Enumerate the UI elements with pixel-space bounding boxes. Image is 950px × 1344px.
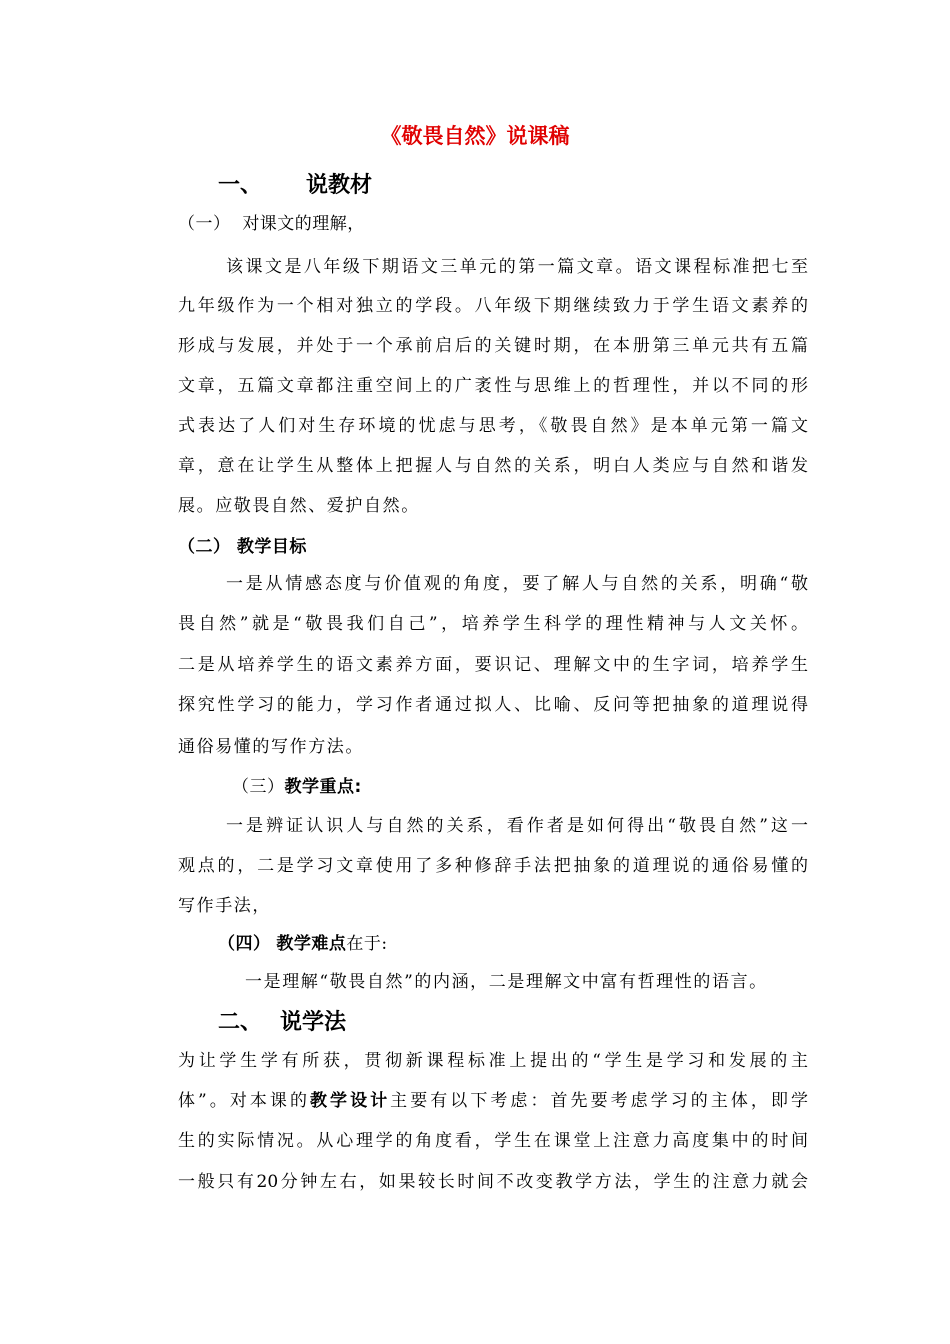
subheading-2 — [178, 535, 808, 559]
paragraph-line — [178, 1089, 808, 1113]
section-heading-2 — [218, 1008, 346, 1038]
section-number: 一、 — [218, 173, 263, 198]
paragraph-line: 一般只有20分钟左右，如果较长时间不改变教学方法，学生的注意力就会 — [178, 1172, 808, 1192]
paragraph-line: 一是从情感态度与价值观的角度，要了解人与自然的关系，明确“敬 — [226, 574, 808, 594]
subheading-number: （三） — [232, 777, 285, 797]
subheading-title: 教学重点: — [284, 777, 362, 797]
paragraph-line: 展。应敬畏自然、爱护自然。 — [178, 496, 420, 516]
paragraph-line: 式表达了人们对生存环境的忧虑与思考，《敬畏自然》是本单元第一篇文 — [178, 416, 808, 436]
paragraph-line: 该课文是八年级下期语文三单元的第一篇文章。语文课程标准把七至 — [226, 257, 808, 277]
section-title: 说学法 — [280, 1010, 347, 1035]
paragraph-line: 写作手法， — [178, 896, 271, 916]
paragraph-line: 探究性学习的能力，学习作者通过拟人、比喻、反问等把抽象的道理说得 — [178, 695, 808, 715]
subheading-1 — [178, 212, 808, 236]
paragraph-line: 一是辨证认识人与自然的关系，看作者是如何得出“敬畏自然”这一 — [226, 816, 808, 836]
document-title: 《敬畏自然》说课稿 — [380, 124, 570, 148]
text-run: 体”。对本课的 — [178, 1091, 310, 1111]
paragraph-line: 九年级作为一个相对独立的学段。八年级下期继续致力于学生语文素养的 — [178, 296, 808, 316]
paragraph-line: 二是从培养学生的语文素养方面，要识记、理解文中的生字词，培养学生 — [178, 655, 808, 675]
subheading-title: 教学目标 — [236, 537, 307, 557]
paragraph-line: 生的实际情况。从心理学的角度看，学生在课堂上注意力高度集中的时间 — [178, 1131, 808, 1151]
paragraph-line: 观点的，二是学习文章使用了多种修辞手法把抽象的道理说的通俗易懂的 — [178, 856, 808, 876]
subheading-3 — [232, 775, 862, 799]
section-heading-1 — [218, 171, 372, 201]
paragraph-line: 畏自然”就是“敬畏我们自己”，培养学生科学的理性精神与人文关怀。 — [178, 614, 808, 634]
paragraph-line: 通俗易懂的写作方法。 — [178, 737, 364, 757]
paragraph-line: 文章，五篇文章都注重空间上的广袤性与思维上的哲理性，并以不同的形 — [178, 376, 808, 396]
paragraph-line: 为让学生学有所获，贯彻新课程标准上提出的“学生是学习和发展的主 — [178, 1051, 808, 1071]
subheading-title: 教学难点 — [276, 934, 347, 954]
paragraph-line: 一是理解“敬畏自然”的内涵，二是理解文中富有哲理性的语言。 — [245, 972, 768, 992]
text-run: 主要有以下考虑：首先要考虑学习的主体，即学 — [390, 1091, 808, 1111]
subheading-4 — [218, 932, 848, 956]
subheading-suffix: 在于: — [346, 934, 388, 954]
paragraph-line: 章，意在让学生从整体上把握人与自然的关系，明白人类应与自然和谐发 — [178, 456, 808, 476]
subheading-number: （二） — [178, 537, 231, 557]
subheading-title: 对课文的理解， — [242, 214, 365, 234]
section-number: 二、 — [218, 1010, 263, 1035]
paragraph-line: 形成与发展，并处于一个承前启后的关键时期，在本册第三单元共有五篇 — [178, 336, 808, 356]
section-title: 说教材 — [306, 173, 373, 198]
bold-term: 教学设计 — [309, 1091, 391, 1111]
subheading-number: （一） — [178, 214, 231, 234]
subheading-number: （四） — [218, 934, 271, 954]
